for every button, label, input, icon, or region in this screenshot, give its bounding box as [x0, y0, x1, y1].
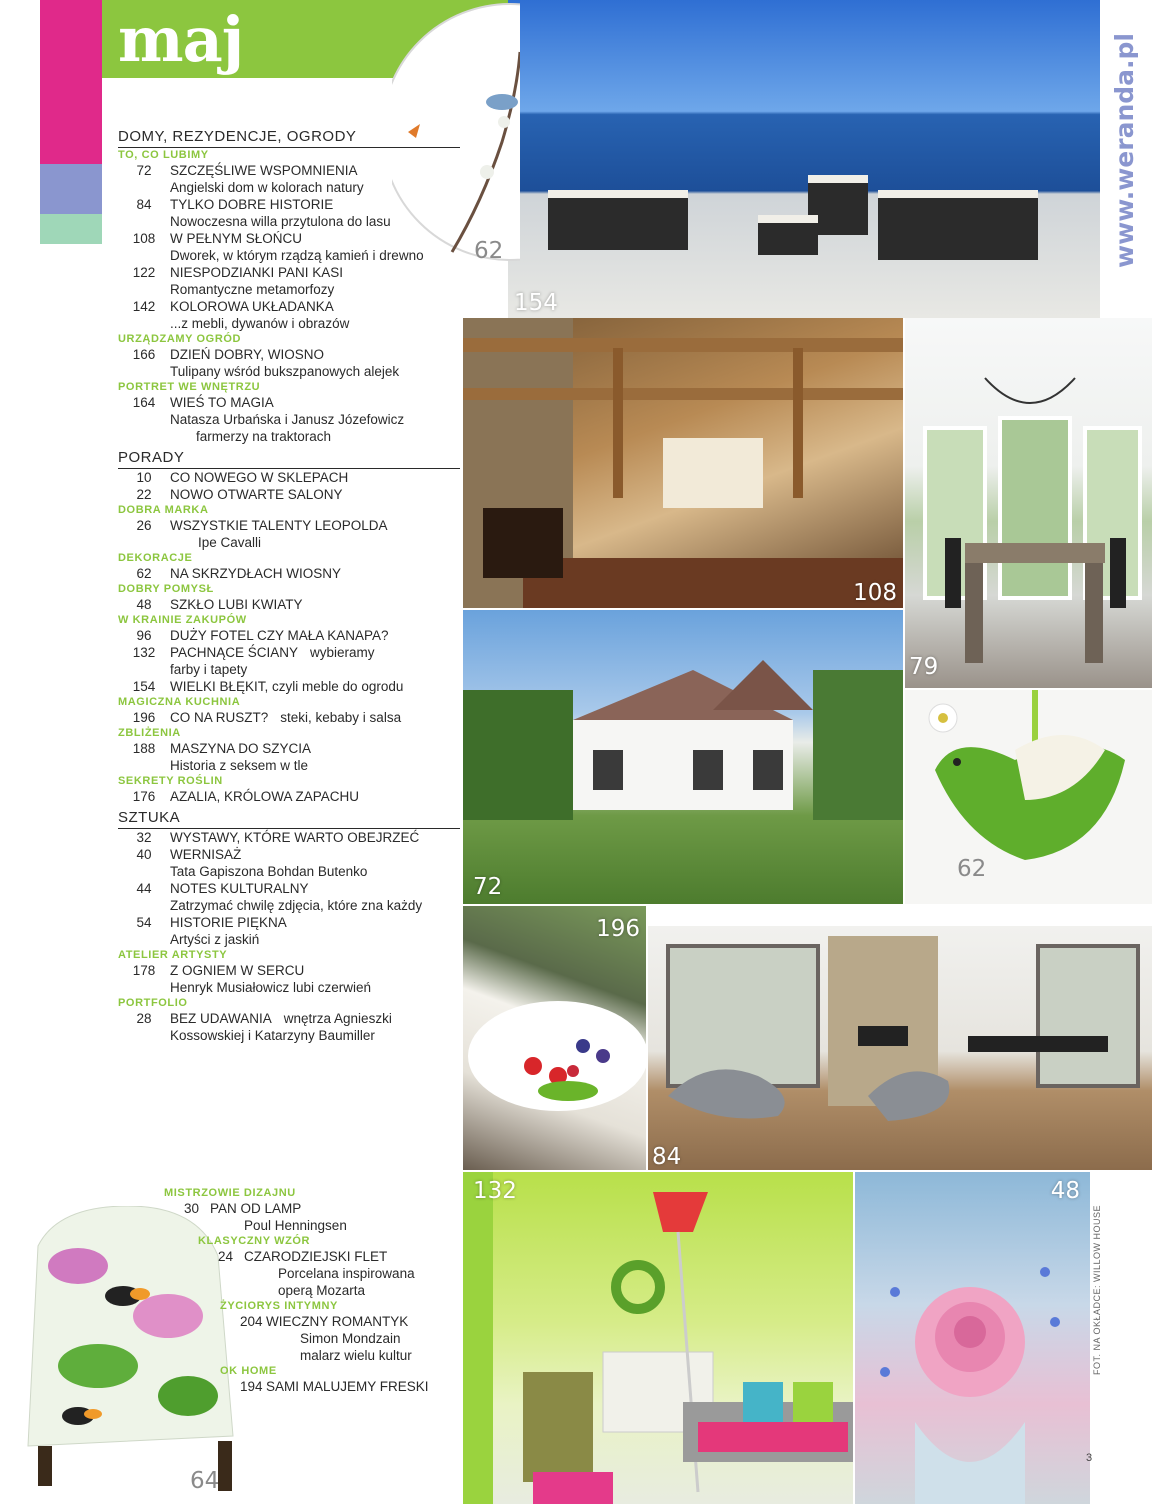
entry-description: Nowoczesna willa przytulona do lasu — [170, 214, 391, 229]
entry-title: SZKŁO LUBI KWIATY — [170, 597, 303, 612]
sofa-shape — [878, 190, 1038, 260]
photo-credit: FOT. NA OKŁADCE: WILLOW HOUSE — [1092, 1204, 1102, 1376]
entry-body — [170, 1010, 460, 1044]
photo-number: 154 — [514, 290, 558, 316]
entry-title: MASZYNA DO SZYCIA — [170, 741, 312, 756]
entry-body — [170, 517, 460, 551]
toc-entry[interactable] — [184, 1200, 460, 1234]
entry-title: CZARODZIEJSKI FLET — [244, 1249, 388, 1264]
photo-rose-glass[interactable] — [855, 1172, 1093, 1504]
toc-entry[interactable] — [240, 1378, 460, 1395]
pink-swatch — [40, 0, 102, 164]
entry-body — [210, 1200, 460, 1234]
entry-description: farmerzy na traktorach — [196, 429, 332, 444]
entry-body — [244, 1248, 460, 1299]
entry-title: WIECZNY ROMANTYK — [266, 1314, 409, 1329]
toc-entry[interactable] — [118, 846, 460, 880]
photo-number: 72 — [473, 874, 503, 900]
page-ref: 122 — [132, 265, 156, 280]
page-ref: 44 — [136, 881, 152, 896]
subsection-heading: OK HOME — [220, 1365, 277, 1377]
entry-description: Tulipany wśród bukszpanowych alejek — [170, 364, 400, 379]
photo-number: 62 — [957, 856, 987, 882]
subsection-heading: ŻYCIORYS INTYMNY — [220, 1300, 338, 1312]
photo-number: 64 — [190, 1468, 220, 1494]
entry-title: CO NOWEGO W SKLEPACH — [170, 470, 349, 485]
entry-body — [170, 846, 460, 880]
toc-entry[interactable] — [118, 788, 460, 805]
page-ref: 204 — [240, 1314, 263, 1329]
page-ref: 166 — [132, 347, 156, 362]
toc-entry[interactable] — [118, 709, 460, 726]
subsection-heading: MISTRZOWIE DIZAJNU — [164, 1187, 296, 1199]
entry-description: Zatrzymać chwilę zdjęcia, które zna każdy — [170, 898, 423, 913]
photo-dining-conservatory[interactable] — [905, 318, 1152, 688]
page-ref: 84 — [136, 197, 152, 212]
entry-description: Tata Gapiszona Bohdan Butenko — [170, 864, 368, 879]
photo-number: 132 — [473, 1178, 517, 1204]
toc-entry[interactable] — [240, 1313, 460, 1364]
entry-body — [170, 829, 460, 846]
page-ref: 178 — [132, 963, 156, 978]
entry-title: WERNISAŻ — [170, 847, 242, 862]
dining-sketch — [905, 318, 1152, 688]
entry-title: NOTES KULTURALNY — [170, 881, 309, 896]
month-title: maj — [118, 3, 244, 76]
page-ref: 96 — [136, 628, 152, 643]
table-shape — [758, 215, 818, 255]
toc-entry[interactable] — [118, 740, 460, 774]
page-ref: 54 — [136, 915, 152, 930]
page-ref: 176 — [132, 789, 156, 804]
entry-title: NIESPODZIANKI PANI KASI — [170, 265, 344, 280]
entry-body — [170, 627, 460, 644]
page-ref: 22 — [136, 487, 152, 502]
photo-number: 48 — [1050, 1178, 1080, 1204]
house-sketch — [463, 610, 903, 904]
entry-body — [170, 469, 460, 486]
toc-entry[interactable] — [118, 644, 460, 678]
entry-body — [170, 298, 460, 332]
photo-ceramic-bird[interactable] — [905, 690, 1152, 904]
page-ref: 26 — [136, 518, 152, 533]
entry-description: Poul Henningsen — [244, 1218, 347, 1233]
plate-number: 62 — [474, 238, 504, 264]
subsection-heading: TO, CO LUBIMY — [118, 149, 209, 161]
website-url[interactable]: www.weranda.pl — [1109, 32, 1139, 268]
subsection-heading: PORTFOLIO — [118, 997, 188, 1009]
entry-title: WSZYSTKIE TALENTY LEOPOLDA — [170, 518, 388, 533]
toc-entry[interactable] — [118, 1010, 460, 1044]
entry-description: Henryk Musiałowicz lubi czerwień — [170, 980, 372, 995]
page-ref: 188 — [132, 741, 156, 756]
entry-body — [170, 394, 460, 445]
entry-description: Ipe Cavalli — [198, 535, 262, 550]
entry-title: PAN OD LAMP — [210, 1201, 302, 1216]
entry-description: Simon Mondzain — [300, 1331, 401, 1346]
entry-description: Artyści z jaskiń — [170, 932, 260, 947]
rose-sketch — [855, 1172, 1093, 1504]
entry-extra: wnętrza Agnieszki — [283, 1011, 392, 1026]
page-ref: 28 — [136, 1011, 152, 1026]
toc-entry[interactable] — [118, 230, 460, 264]
toc-entry[interactable] — [218, 1248, 460, 1299]
toc-entry[interactable] — [118, 394, 460, 445]
toc-entry[interactable] — [118, 829, 460, 846]
sofa-shape — [548, 190, 688, 250]
entry-body — [170, 678, 460, 695]
entry-description: Natasza Urbańska i Janusz Józefowicz — [170, 412, 405, 427]
mint-swatch — [40, 214, 102, 244]
toc-entry[interactable] — [118, 880, 460, 914]
entry-description: Angielski dom w kolorach natury — [170, 180, 364, 195]
entry-description: Dworek, w którym rządzą kamień i drewno — [170, 248, 424, 263]
page-ref: 30 — [184, 1201, 200, 1216]
subsection-heading: DEKORACJE — [118, 552, 193, 564]
toc-entry[interactable] — [118, 346, 460, 380]
entry-title: NOWO OTWARTE SALONY — [170, 487, 343, 502]
entry-extra: steki, kebaby i salsa — [280, 710, 402, 725]
entry-body — [266, 1378, 460, 1395]
entry-body — [170, 162, 460, 196]
subsection-heading: W KRAINIE ZAKUPÓW — [118, 614, 247, 626]
entry-title: W PEŁNYM SŁOŃCU — [170, 231, 303, 246]
interior-sketch — [463, 318, 903, 608]
entry-title: WIEŚ TO MAGIA — [170, 395, 274, 410]
photo-manor-interior[interactable] — [463, 318, 903, 608]
photo-modern-villa[interactable] — [648, 906, 1152, 1170]
page-ref: 48 — [136, 597, 152, 612]
entry-title: SAMI MALUJEMY FRESKI — [266, 1379, 429, 1394]
subsection-heading: MAGICZNA KUCHNIA — [118, 696, 241, 708]
entry-body — [170, 740, 460, 774]
subsection-heading: ATELIER ARTYSTY — [118, 949, 228, 961]
photo-terrace[interactable] — [508, 0, 1100, 318]
entry-body — [170, 230, 460, 264]
subsection-heading: URZĄDZAMY OGRÓD — [118, 333, 242, 345]
entry-body — [170, 565, 460, 582]
toc-entry[interactable] — [118, 914, 460, 948]
bird-sketch — [905, 690, 1152, 904]
entry-title: DUŻY FOTEL CZY MAŁA KANAPA? — [170, 628, 389, 643]
entry-title: BEZ UDAWANIA — [170, 1011, 272, 1026]
photo-number: 84 — [652, 1144, 682, 1170]
entry-title: DZIEŃ DOBRY, WIOSNO — [170, 347, 325, 362]
page-ref: 10 — [136, 470, 152, 485]
subsection-heading: DOBRY POMYSŁ — [118, 583, 214, 595]
toc-entry[interactable] — [118, 678, 460, 695]
subsection-heading: KLASYCZNY WZÓR — [198, 1235, 311, 1247]
page-ref: 62 — [136, 566, 152, 581]
entry-description: malarz wielu kultur — [300, 1348, 412, 1363]
entry-body — [170, 264, 460, 298]
page-ref: 154 — [132, 679, 156, 694]
page-ref: 72 — [136, 163, 152, 178]
page-ref: 164 — [132, 395, 156, 410]
entry-description: ...z mebli, dywanów i obrazów — [170, 316, 350, 331]
entry-body — [170, 196, 460, 230]
photo-green-room[interactable] — [463, 1172, 853, 1504]
subsection-heading: SEKRETY ROŚLIN — [118, 775, 223, 787]
toc-entry[interactable] — [118, 517, 460, 551]
page-ref: 24 — [218, 1249, 234, 1264]
section-title: DOMY, REZYDENCJE, OGRODY — [118, 128, 460, 148]
entry-title: KOLOROWA UKŁADANKA — [170, 299, 334, 314]
entry-description: Romantyczne metamorfozy — [170, 282, 335, 297]
page-number: 3 — [1086, 1452, 1093, 1464]
table-of-contents-lower — [160, 1186, 460, 1395]
toc-entry[interactable] — [118, 486, 460, 503]
entry-description: Porcelana inspirowana — [278, 1266, 415, 1281]
entry-title: Z OGNIEM W SERCU — [170, 963, 305, 978]
lavender-swatch — [40, 164, 102, 214]
page-ref: 108 — [132, 231, 156, 246]
section-title: PORADY — [118, 449, 460, 469]
entry-body — [266, 1313, 460, 1364]
subsection-heading: PORTRET WE WNĘTRZU — [118, 381, 261, 393]
page-ref: 32 — [136, 830, 152, 845]
villa-sketch — [648, 906, 1152, 1170]
entry-title: SZCZĘŚLIWE WSPOMNIENIA — [170, 163, 358, 178]
photo-english-house[interactable] — [463, 610, 903, 904]
section-title: SZTUKA — [118, 809, 460, 829]
subsection-heading: ZBLIŻENIA — [118, 727, 181, 739]
toc-entry[interactable] — [118, 162, 460, 196]
room-sketch — [463, 1172, 853, 1504]
toc-entry[interactable] — [118, 565, 460, 582]
entry-title: HISTORIE PIĘKNA — [170, 915, 287, 930]
photo-number: 196 — [596, 916, 640, 942]
photo-fruit-dish[interactable] — [463, 906, 646, 1170]
entry-title: PACHNĄCE ŚCIANY — [170, 645, 299, 660]
entry-body — [170, 788, 460, 805]
entry-title: WIELKI BŁĘKIT, czyli meble do ogrodu — [170, 679, 404, 694]
page-ref: 132 — [132, 645, 156, 660]
photo-number: 108 — [853, 580, 897, 606]
entry-title: WYSTAWY, KTÓRE WARTO OBEJRZEĆ — [170, 830, 420, 845]
entry-body — [170, 709, 460, 726]
toc-entry[interactable] — [118, 298, 460, 332]
toc-entry[interactable] — [118, 196, 460, 230]
table-of-contents — [118, 124, 460, 1044]
entry-description: operą Mozarta — [278, 1283, 366, 1298]
toc-entry[interactable] — [118, 469, 460, 486]
entry-title: NA SKRZYDŁACH WIOSNY — [170, 566, 342, 581]
page-ref: 194 — [240, 1379, 263, 1394]
entry-body — [170, 486, 460, 503]
toc-entry[interactable] — [118, 596, 460, 613]
toc-entry[interactable] — [118, 962, 460, 996]
entry-description: farby i tapety — [170, 662, 248, 677]
entry-body — [170, 962, 460, 996]
entry-description: Historia z seksem w tle — [170, 758, 309, 773]
photo-number: 79 — [909, 654, 939, 680]
entry-title: AZALIA, KRÓLOWA ZAPACHU — [170, 789, 360, 804]
page-ref: 40 — [136, 847, 152, 862]
page-ref: 196 — [132, 710, 156, 725]
entry-extra: wybieramy — [310, 645, 375, 660]
entry-description: Kossowskiej i Katarzyny Baumiller — [170, 1028, 375, 1043]
dish-sketch — [463, 906, 646, 1170]
toc-entry[interactable] — [118, 264, 460, 298]
subsection-heading: DOBRA MARKA — [118, 504, 209, 516]
entry-title: TYLKO DOBRE HISTORIE — [170, 197, 334, 212]
entry-title: CO NA RUSZT? — [170, 710, 269, 725]
entry-body — [170, 346, 460, 380]
entry-body — [170, 914, 460, 948]
toc-entry[interactable] — [118, 627, 460, 644]
entry-body — [170, 880, 460, 914]
entry-body — [170, 596, 460, 613]
entry-body — [170, 644, 460, 678]
page-ref: 142 — [132, 299, 156, 314]
